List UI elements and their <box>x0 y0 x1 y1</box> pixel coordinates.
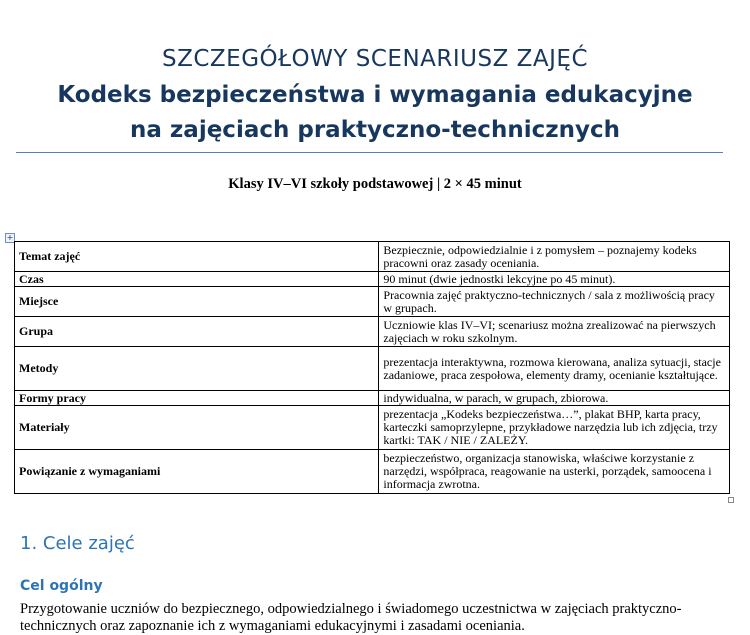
table-resize-handle[interactable] <box>728 497 734 503</box>
table-key-cell: Metody <box>15 347 379 391</box>
table-key-cell: Czas <box>15 272 379 287</box>
table-key-cell: Materiały <box>15 406 379 450</box>
table-key-cell: Miejsce <box>15 287 379 317</box>
lesson-info-table <box>14 241 730 494</box>
table-value-cell: prezentacja interaktywna, rozmowa kierowana, analiza sytuacji, stacje zadaniowe, praca zespołowa, elementy dramy, ocenianie kształtujące. <box>379 347 730 391</box>
table-value-cell: bezpieczeństwo, organizacja stanowiska, właściwe korzystanie z narzędzi, współpraca, reagowanie na usterki, porządek, samoocena i informacja zwrotna. <box>379 450 730 494</box>
table-key-cell: Formy pracy <box>15 391 379 406</box>
table-value-cell: 90 minut (dwie jednostki lekcyjne po 45 minut). <box>379 272 730 287</box>
table-row <box>15 287 730 317</box>
table-key-cell: Powiązanie z wymaganiami <box>15 450 379 494</box>
title-underline-rule <box>16 152 723 153</box>
table-row <box>15 317 730 347</box>
section-heading: 1. Cele zajęć <box>20 533 135 554</box>
document-subtitle: Klasy IV–VI szkoły podstawowej | 2 × 45 minut <box>228 176 522 192</box>
table-value-cell: Bezpiecznie, odpowiedzialnie i z pomysłem – poznajemy kodeks pracowni oraz zasady oceniania. <box>379 242 730 272</box>
body-paragraph: Przygotowanie uczniów do bezpiecznego, odpowiedzialnego i świadomego uczestnictwa w zajęciach praktyczno-technicznych oraz zapoznanie ich z wymaganiami edukacyjnymi i zasadami oceniania. <box>20 601 682 634</box>
document-title-line-1: SZCZEGÓŁOWY SCENARIUSZ ZAJĘĆ <box>161 46 589 72</box>
table-value-cell: prezentacja „Kodeks bezpieczeństwa…”, plakat BHP, karta pracy, karteczki samoprzylepne, przykładowe narzędzia lub ich zdjęcia, trzy kartki: TAK / NIE / ZALEŻY. <box>379 406 730 450</box>
table-key-cell: Temat zajęć <box>15 242 379 272</box>
table-row <box>15 242 730 272</box>
table-row <box>15 450 730 494</box>
table-row <box>15 391 730 406</box>
table-value-cell: indywidualna, w parach, w grupach, zbiorowa. <box>379 391 730 406</box>
table-row <box>15 272 730 287</box>
table-row <box>15 347 730 391</box>
table-row <box>15 406 730 450</box>
table-value-cell: Pracownia zajęć praktyczno-technicznych / sala z możliwością pracy w grupach. <box>379 287 730 317</box>
table-value-cell: Uczniowie klas IV–VI; scenariusz można zrealizować na pierwszych zajęciach w roku szkolnym. <box>379 317 730 347</box>
section-subheading: Cel ogólny <box>20 578 103 594</box>
document-title-line-2: Kodeks bezpieczeństwa i wymagania edukacyjne <box>57 82 693 108</box>
table-key-cell: Grupa <box>15 317 379 347</box>
move-cross-icon[interactable]: + <box>6 233 14 242</box>
document-title-line-3: na zajęciach praktyczno-technicznych <box>130 117 620 143</box>
